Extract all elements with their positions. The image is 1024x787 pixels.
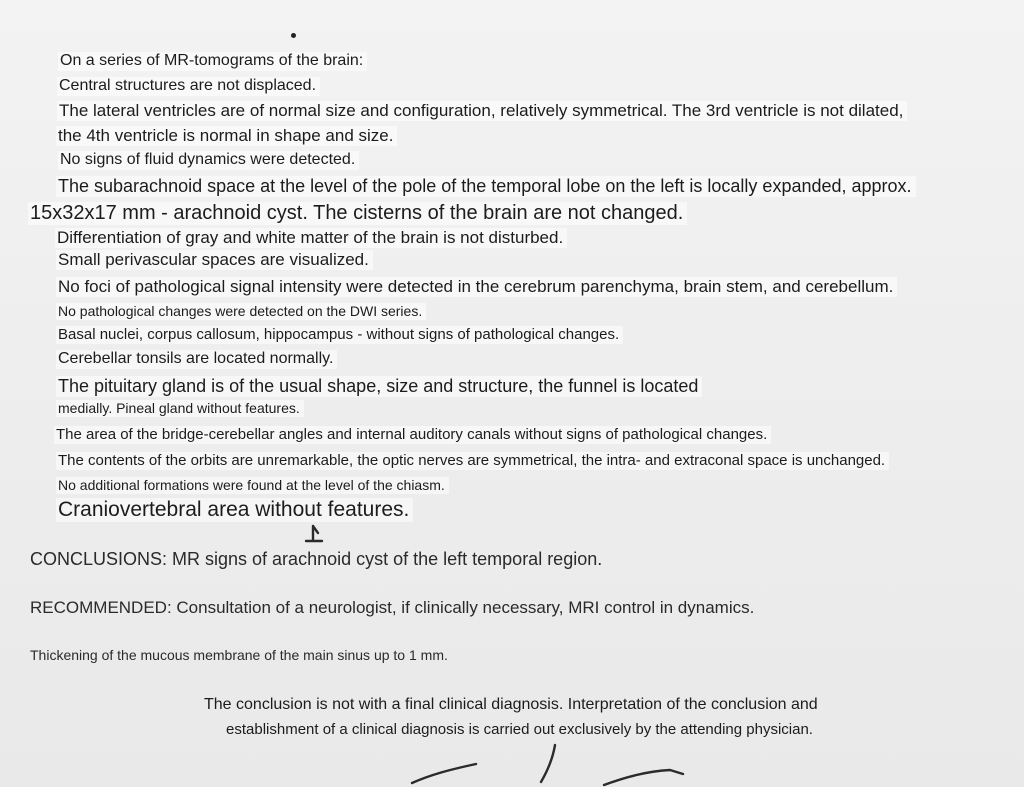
disclaimer-line: The conclusion is not with a final clinical diagnosis. Interpretation of the conclusion and <box>204 696 818 713</box>
signature-stroke <box>412 764 476 783</box>
finding-line: Central structures are not displaced. <box>57 77 320 96</box>
conclusions-text: CONCLUSIONS: MR signs of arachnoid cyst of the left temporal region. <box>30 549 603 569</box>
finding-line: The contents of the orbits are unremarkable, the optic nerves are symmetrical, the intra- and extraconal space is unchanged. <box>56 452 889 470</box>
finding-line: Small perivascular spaces are visualized. <box>56 250 373 270</box>
finding-line: Craniovertebral area without features. <box>56 498 413 522</box>
finding-line: The subarachnoid space at the level of the pole of the temporal lobe on the left is locally expanded, approx. <box>56 176 916 197</box>
ink-mark <box>291 33 296 38</box>
finding-line: The lateral ventricles are of normal size and configuration, relatively symmetrical. The 3rd ventricle is not dilated, <box>57 101 907 121</box>
finding-line: Basal nuclei, corpus callosum, hippocampus - without signs of pathological changes. <box>56 326 623 344</box>
finding-line: The area of the bridge-cerebellar angles and internal auditory canals without signs of pathological changes. <box>54 426 771 444</box>
finding-line: Differentiation of gray and white matter of the brain is not disturbed. <box>55 228 567 248</box>
handwritten-mark <box>306 526 322 541</box>
finding-line: the 4th ventricle is normal in shape and size. <box>56 126 397 146</box>
disclaimer-line: establishment of a clinical diagnosis is carried out exclusively by the attending physician. <box>226 721 813 738</box>
finding-line: Cerebellar tonsils are located normally. <box>56 350 337 369</box>
finding-line: medially. Pineal gland without features. <box>56 400 304 417</box>
finding-line: On a series of MR-tomograms of the brain: <box>58 52 367 71</box>
finding-line: No signs of fluid dynamics were detected. <box>58 151 359 170</box>
finding-line: No pathological changes were detected on the DWI series. <box>56 303 426 320</box>
finding-line: No foci of pathological signal intensity were detected in the cerebrum parenchyma, brain stem, and cerebellum. <box>56 277 897 297</box>
recommended-text: RECOMMENDED: Consultation of a neurologist, if clinically necessary, MRI control in dynamics. <box>30 598 755 617</box>
finding-line: No additional formations were found at the level of the chiasm. <box>56 477 449 494</box>
finding-line: 15x32x17 mm - arachnoid cyst. The cisterns of the brain are not changed. <box>28 202 687 225</box>
signature-stroke <box>541 745 555 782</box>
signature-stroke <box>604 770 683 785</box>
finding-line: The pituitary gland is of the usual shape, size and structure, the funnel is located <box>56 376 702 397</box>
additional-note: Thickening of the mucous membrane of the main sinus up to 1 mm. <box>30 647 448 663</box>
